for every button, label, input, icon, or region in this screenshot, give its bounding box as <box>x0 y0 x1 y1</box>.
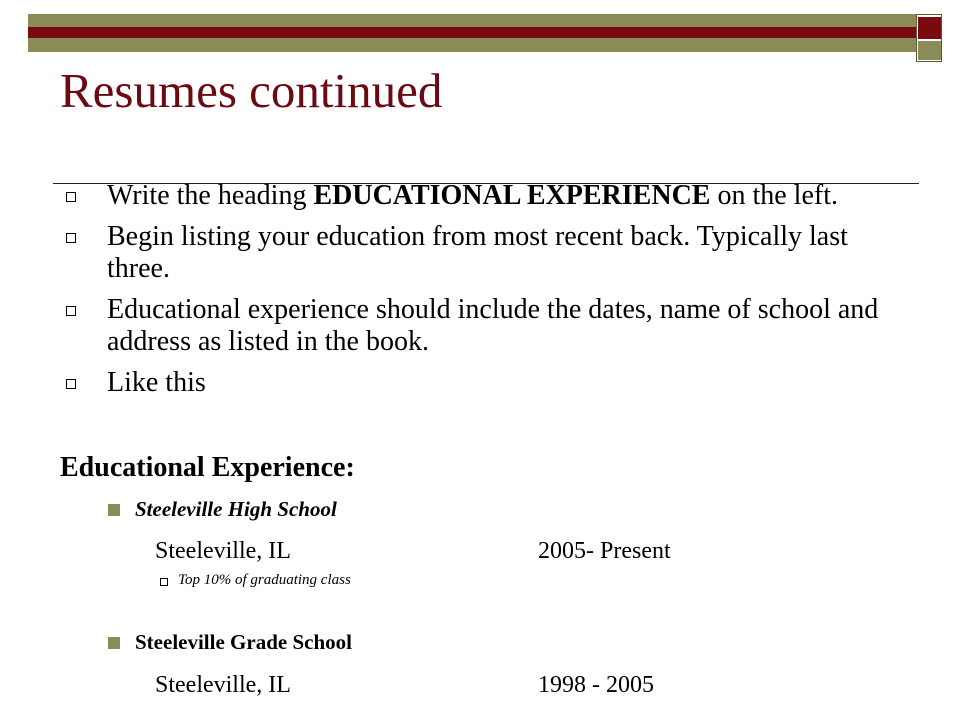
bullet-bold-text: EDUCATIONAL EXPERIENCE <box>313 180 711 211</box>
school-dates: 2005- Present <box>538 538 671 564</box>
bullet-item <box>62 294 912 358</box>
olive-square-icon <box>108 637 120 649</box>
bullet-box-icon <box>66 192 76 202</box>
bullet-text: on the left. <box>710 180 838 211</box>
top-bar-olive-lower <box>28 38 916 52</box>
bullet-box-icon <box>66 233 76 243</box>
bullet-item <box>62 221 912 285</box>
bullet-text: Begin listing your education from most recent back. Typically last three. <box>107 221 848 284</box>
school-note: Top 10% of graduating class <box>178 572 351 588</box>
school-dates: 1998 - 2005 <box>538 672 654 698</box>
bullet-item <box>62 180 912 212</box>
bullet-box-icon <box>66 379 76 389</box>
bullet-item <box>62 367 912 399</box>
bullet-box-icon <box>66 306 76 316</box>
example-heading: Educational Experience: <box>60 452 355 483</box>
bullet-text: Educational experience should include the dates, name of school and address as listed in the book. <box>107 294 879 357</box>
small-box-icon <box>160 578 168 586</box>
corner-olive-square <box>918 41 941 60</box>
olive-square-icon <box>108 504 120 516</box>
school-location: Steeleville, IL <box>155 672 291 698</box>
school-location: Steeleville, IL <box>155 538 291 564</box>
bullet-list <box>62 180 912 408</box>
top-bar-red <box>28 27 916 38</box>
school-name: Steeleville Grade School <box>135 630 352 654</box>
bullet-text: Like this <box>107 367 206 398</box>
top-bar-olive <box>28 14 916 27</box>
school-name: Steeleville High School <box>135 497 337 521</box>
corner-red-square <box>918 17 941 39</box>
slide-title: Resumes continued <box>60 63 443 118</box>
bullet-text: Write the heading <box>107 180 314 211</box>
